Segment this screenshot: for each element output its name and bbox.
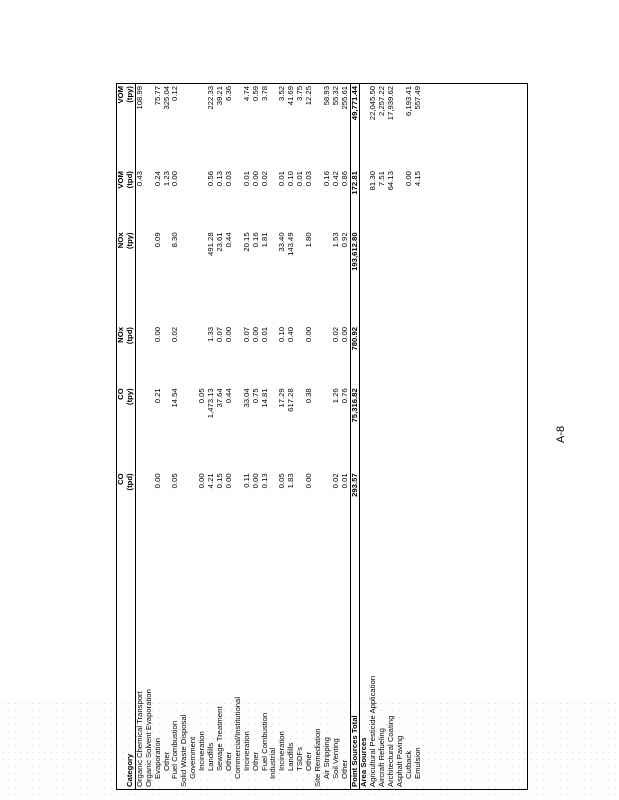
cell-value: 3.75: [295, 86, 305, 101]
cell-value: [396, 386, 405, 471]
cell-value: 0.01: [277, 171, 287, 187]
cell-value: 0.09: [152, 232, 162, 248]
row-label: Organic Solvent Evaporation: [143, 689, 153, 787]
cell-value: 0.59: [250, 86, 260, 101]
cell-value: 8.30: [170, 232, 180, 248]
cell-value: 17.29: [277, 388, 287, 408]
cell-value: 0.13: [214, 171, 224, 187]
table-row: [207, 84, 216, 789]
cell-value: 64.13: [386, 171, 396, 191]
cell-value: 143.49: [286, 232, 296, 256]
cell-value: 58.93: [321, 86, 331, 106]
cell-value: [414, 471, 423, 532]
cell-value: [180, 325, 189, 386]
cell-value: 33.04: [241, 388, 251, 408]
cell-value: 780.92: [350, 325, 360, 386]
cell-value: 0.00: [304, 473, 314, 489]
cell-value: 0.01: [241, 171, 251, 187]
cell-value: 81.30: [368, 171, 378, 191]
table-row: [225, 84, 234, 789]
row-label: Fuel Combustion: [170, 720, 180, 779]
row-label: Other: [223, 751, 233, 771]
total-row: [350, 84, 360, 789]
cell-value: 33.40: [277, 232, 287, 252]
table-row: [296, 84, 305, 789]
row-label: Point Sources Total: [350, 533, 360, 789]
cell-value: [369, 325, 378, 386]
page-number: A-8: [555, 425, 567, 443]
row-label: Soil Venting: [330, 738, 340, 779]
cell-value: [378, 325, 387, 386]
cell-value: 0.38: [304, 388, 314, 404]
cell-value: 0.92: [339, 232, 349, 248]
cell-value: 6,193.41: [404, 86, 413, 116]
cell-value: 2,257.22: [377, 86, 387, 116]
table-row: [314, 84, 323, 789]
cell-value: 617.28: [286, 388, 296, 412]
cell-value: 1.53: [330, 232, 340, 248]
cell-value: 193,612.80: [350, 230, 360, 325]
cell-value: [180, 84, 189, 169]
table-row: [198, 84, 207, 789]
column-header: VOM (tpd): [117, 169, 135, 230]
cell-value: [414, 386, 423, 471]
cell-value: 557.49: [412, 86, 422, 110]
row-label: Air Stripping: [321, 737, 331, 779]
table-row: [180, 84, 189, 789]
cell-value: 108.99: [134, 86, 144, 110]
cell-value: [360, 325, 369, 386]
row-label: Incineration: [197, 731, 207, 771]
cell-value: [135, 230, 144, 325]
row-label: Solid Waste Disposal: [179, 714, 189, 787]
cell-value: 20.15: [241, 232, 251, 252]
cell-value: 22,045.50: [368, 86, 378, 121]
cell-value: 0.02: [330, 473, 340, 489]
table-row: [278, 84, 287, 789]
cell-value: 222.33: [206, 86, 216, 110]
cell-value: 23.61: [214, 232, 224, 252]
table-row: [135, 84, 144, 789]
cell-value: 3.52: [277, 86, 287, 101]
cell-value: 1.33: [206, 327, 216, 342]
cell-value: 14.54: [170, 388, 180, 408]
table-row: [145, 84, 154, 789]
cell-value: 0.44: [223, 232, 233, 248]
cell-value: [135, 386, 144, 471]
cell-value: 1.26: [330, 388, 340, 404]
cell-value: [180, 230, 189, 325]
cell-value: 0.16: [321, 171, 331, 187]
cell-value: [387, 386, 396, 471]
emissions-table: [116, 83, 528, 790]
cell-value: 75,316.82: [350, 386, 360, 471]
cell-value: 1.83: [286, 473, 296, 489]
cell-value: 14.81: [259, 388, 269, 408]
cell-value: 1.23: [161, 171, 171, 187]
cell-value: 4.74: [241, 86, 251, 101]
cell-value: 0.42: [330, 171, 340, 187]
table-row: [243, 84, 252, 789]
table-row: [414, 84, 423, 789]
row-label: Organic Chemical Transport: [134, 691, 144, 787]
table-row: [305, 84, 314, 789]
cell-value: [189, 169, 198, 230]
row-label: Landfills: [286, 742, 296, 771]
cell-value: 0.00: [170, 171, 180, 187]
table-row: [252, 84, 261, 789]
row-label: Sewage Treatment: [214, 706, 224, 771]
cell-value: 6.36: [223, 86, 233, 101]
cell-value: [387, 471, 396, 532]
cell-value: 0.16: [250, 232, 260, 248]
row-label: Government: [188, 736, 198, 779]
cell-value: [314, 471, 323, 532]
cell-value: [369, 230, 378, 325]
cell-value: [314, 230, 323, 325]
cell-value: 75.77: [152, 86, 162, 106]
cell-value: 3.78: [259, 86, 269, 101]
cell-value: 0.00: [250, 473, 260, 489]
cell-value: 0.03: [304, 171, 314, 187]
cell-value: 0.00: [304, 327, 314, 342]
cell-value: [180, 471, 189, 532]
cell-value: 0.75: [250, 388, 260, 404]
column-header: NOx (tpy): [117, 230, 135, 325]
table-row: [154, 84, 163, 789]
table-row: [405, 84, 414, 789]
cell-value: 12.25: [304, 86, 314, 106]
cell-value: [414, 230, 423, 325]
table-row: [163, 84, 172, 789]
cell-value: 0.07: [214, 327, 224, 342]
cell-value: [314, 386, 323, 471]
row-label: Incineration: [241, 731, 251, 771]
cell-value: 0.10: [286, 171, 296, 187]
cell-value: [405, 471, 414, 532]
row-label: Industrial: [268, 747, 278, 779]
row-label: Site Remediation: [312, 728, 322, 787]
cell-value: 0.02: [330, 327, 340, 342]
cell-value: 0.05: [277, 473, 287, 489]
cell-value: 0.00: [197, 473, 207, 489]
cell-value: 0.24: [152, 171, 162, 187]
cell-value: 1,473.13: [206, 388, 216, 419]
table-row: [341, 84, 350, 789]
cell-value: 0.00: [152, 473, 162, 489]
cell-value: 37.64: [214, 388, 224, 408]
row-label: Other: [161, 751, 171, 771]
cell-value: 0.00: [250, 171, 260, 187]
cell-value: 0.44: [223, 388, 233, 404]
row-label: TSDFs: [295, 747, 305, 771]
table-row: [269, 84, 278, 789]
cell-value: [369, 386, 378, 471]
cell-value: 491.28: [206, 232, 216, 256]
cell-value: 0.05: [170, 473, 180, 489]
column-header: CO (tpd): [117, 471, 135, 532]
row-label: Aircraft Refueling: [377, 728, 387, 787]
cell-value: [180, 386, 189, 471]
cell-value: 39.21: [214, 86, 224, 106]
cell-value: 0.10: [277, 327, 287, 342]
table-row: [369, 84, 378, 789]
column-header: NOx (tpd): [117, 325, 135, 386]
cell-value: 7.51: [377, 171, 387, 187]
row-label: Other: [250, 751, 260, 771]
row-label: Asphalt Paving: [395, 735, 405, 787]
cell-value: [314, 325, 323, 386]
table-row: [216, 84, 225, 789]
column-header: Category: [117, 533, 135, 789]
cell-value: [387, 230, 396, 325]
cell-value: 0.00: [339, 327, 349, 342]
row-label: Agricultural Pesticide Application: [368, 675, 378, 787]
cell-value: 49,771.44: [350, 84, 360, 169]
cell-value: 255.61: [339, 86, 349, 110]
row-label: Fuel Combustion: [259, 712, 269, 771]
cell-value: 0.00: [404, 171, 413, 187]
cell-value: [135, 325, 144, 386]
row-label: Other: [339, 759, 349, 779]
cell-value: [189, 84, 198, 169]
cell-value: 1.80: [304, 232, 314, 248]
table-row: [396, 84, 405, 789]
cell-value: [360, 230, 369, 325]
cell-value: 1.81: [259, 232, 269, 248]
cell-value: [414, 325, 423, 386]
cell-value: [396, 471, 405, 532]
cell-value: 0.00: [152, 327, 162, 342]
cell-value: 0.00: [223, 473, 233, 489]
table-row: [287, 84, 296, 789]
cell-value: [135, 471, 144, 532]
cell-value: 0.11: [241, 473, 251, 488]
table-row: [234, 84, 243, 789]
cell-value: 0.15: [214, 473, 224, 489]
cell-value: [360, 386, 369, 471]
cell-value: 0.07: [241, 327, 251, 342]
table-body: [135, 84, 423, 789]
column-header: VOM (tpy): [117, 84, 135, 169]
cell-value: 0.13: [259, 473, 269, 489]
cell-value: [378, 471, 387, 532]
cell-value: [189, 230, 198, 325]
cell-value: [405, 325, 414, 386]
cell-value: 0.86: [339, 171, 349, 187]
cell-value: 0.01: [295, 171, 305, 187]
cell-value: [396, 325, 405, 386]
cell-value: [396, 230, 405, 325]
cell-value: 17,939.62: [386, 86, 396, 121]
cell-value: [378, 230, 387, 325]
row-label: Landfills: [206, 742, 216, 771]
table-row: [171, 84, 180, 789]
table-row: [261, 84, 270, 789]
cell-value: 0.56: [206, 171, 216, 187]
cell-value: 0.03: [223, 171, 233, 187]
cell-value: 4.21: [206, 473, 216, 489]
cell-value: 0.02: [259, 171, 269, 187]
cell-value: 0.76: [339, 388, 349, 404]
cell-value: 4.15: [412, 171, 422, 187]
row-label: Other: [304, 751, 314, 771]
scan-noise: [0, 700, 619, 800]
table-header-row: [117, 84, 135, 789]
column-header: CO (tpy): [117, 386, 135, 471]
cell-value: 0.05: [197, 388, 207, 404]
cell-value: 0.40: [286, 327, 296, 342]
row-label: Evaporation: [152, 737, 162, 779]
cell-value: 325.04: [161, 86, 171, 110]
cell-value: [405, 230, 414, 325]
cell-value: [369, 471, 378, 532]
cell-value: 172.81: [350, 169, 360, 230]
cell-value: 41.69: [286, 86, 296, 106]
cell-value: 0.02: [170, 327, 180, 342]
cell-value: 0.00: [223, 327, 233, 342]
row-label: Area Sources: [360, 533, 369, 789]
table-row: [387, 84, 396, 789]
cell-value: [378, 386, 387, 471]
cell-value: [360, 471, 369, 532]
cell-value: 0.12: [170, 86, 180, 101]
cell-value: 0.01: [339, 473, 349, 489]
cell-value: [387, 325, 396, 386]
table-row: [332, 84, 341, 789]
cell-value: 0.43: [134, 171, 144, 187]
cell-value: 55.32: [330, 86, 340, 106]
row-label: Commercial/Institutional: [232, 696, 242, 779]
table-row: [323, 84, 332, 789]
row-label: Architectural Coating: [386, 715, 396, 787]
cell-value: [180, 169, 189, 230]
row-label: Cutback: [404, 750, 413, 779]
cell-value: 293.57: [350, 471, 360, 532]
cell-value: [189, 325, 198, 386]
cell-value: 0.00: [250, 327, 260, 342]
cell-value: [405, 386, 414, 471]
row-label: Incineration: [277, 731, 287, 771]
row-label: Emulsion: [412, 747, 422, 779]
table-row: [189, 84, 198, 789]
cell-value: 0.01: [259, 327, 269, 342]
cell-value: 0.21: [152, 388, 162, 404]
